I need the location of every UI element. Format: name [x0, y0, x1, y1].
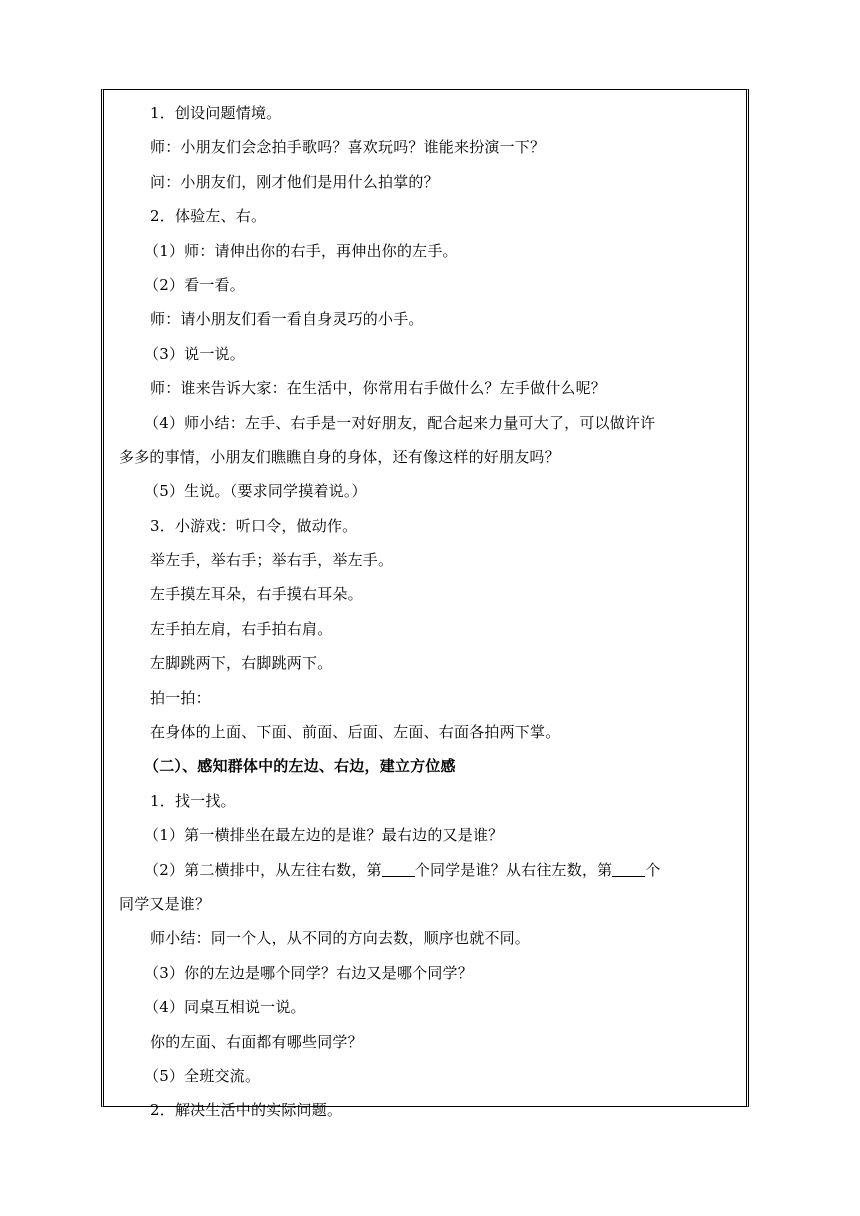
paragraph-continuation: 同学又是谁？: [119, 894, 211, 913]
text-segment: （2）第二横排中，从左往右数，第: [144, 860, 382, 879]
paragraph: 2．解决生活中的实际问题。: [150, 1101, 343, 1120]
text-segment: 个: [645, 860, 661, 879]
paragraph: （1）第一横排坐在最左边的是谁？最右边的又是谁？: [144, 826, 504, 845]
paragraph: 问：小朋友们，刚才他们是用什么拍掌的？: [150, 172, 439, 191]
paragraph: （4）同桌互相说一说。: [144, 998, 306, 1017]
paragraph: （5）生说。（要求同学摸着说。）: [144, 482, 367, 501]
paragraph: （1）师：请伸出你的右手，再伸出你的左手。: [144, 241, 458, 260]
text-segment: 个同学是谁？从右往左数，第: [414, 860, 613, 879]
paragraph: 左手摸左耳朵，右手摸右耳朵。: [150, 585, 363, 604]
paragraph: 在身体的上面、下面、前面、后面、左面、右面各拍两下掌。: [150, 723, 561, 742]
paragraph: 1．找一找。: [150, 791, 236, 810]
paragraph: 师小结：同一个人，从不同的方向去数，顺序也就不同。: [150, 929, 531, 948]
paragraph: 师：谁来告诉大家：在生活中，你常用右手做什么？左手做什么呢？: [150, 379, 607, 398]
paragraph: （3）你的左边是哪个同学？右边又是哪个同学？: [144, 963, 473, 982]
paragraph: 2．体验左、右。: [150, 207, 267, 226]
paragraph-continuation: 多多的事情，小朋友们瞧瞧自身的身体，还有像这样的好朋友吗？: [119, 447, 560, 466]
paragraph: 师：小朋友们会念拍手歌吗？喜欢玩吗？谁能来扮演一下？: [150, 138, 546, 157]
fill-blank: [382, 862, 415, 877]
paragraph: 师：请小朋友们看一看自身灵巧的小手。: [150, 310, 424, 329]
paragraph: 3．小游戏：听口令，做动作。: [150, 516, 358, 535]
paragraph: （2）看一看。: [144, 275, 245, 294]
section-heading: （二）、感知群体中的左边、右边，建立方位感: [144, 757, 456, 776]
paragraph: 左手拍左肩，右手拍右肩。: [150, 619, 333, 638]
paragraph: [119, 853, 739, 887]
paragraph: 左脚跳两下，右脚跳两下。: [150, 654, 333, 673]
paragraph: （4）师小结：左手、右手是一对好朋友，配合起来力量可大了，可以做许许: [144, 413, 656, 432]
paragraph: （5）全班交流。: [144, 1066, 261, 1085]
paragraph: 拍一拍：: [150, 688, 211, 707]
paragraph: （3）说一说。: [144, 344, 245, 363]
paragraph: 1．创设问题情境。: [150, 104, 282, 122]
document-body: [119, 96, 739, 1128]
paragraph: 举左手，举右手；举右手，举左手。: [150, 551, 394, 570]
paragraph: 你的左面、右面都有哪些同学？: [150, 1032, 363, 1051]
fill-blank: [612, 862, 645, 877]
